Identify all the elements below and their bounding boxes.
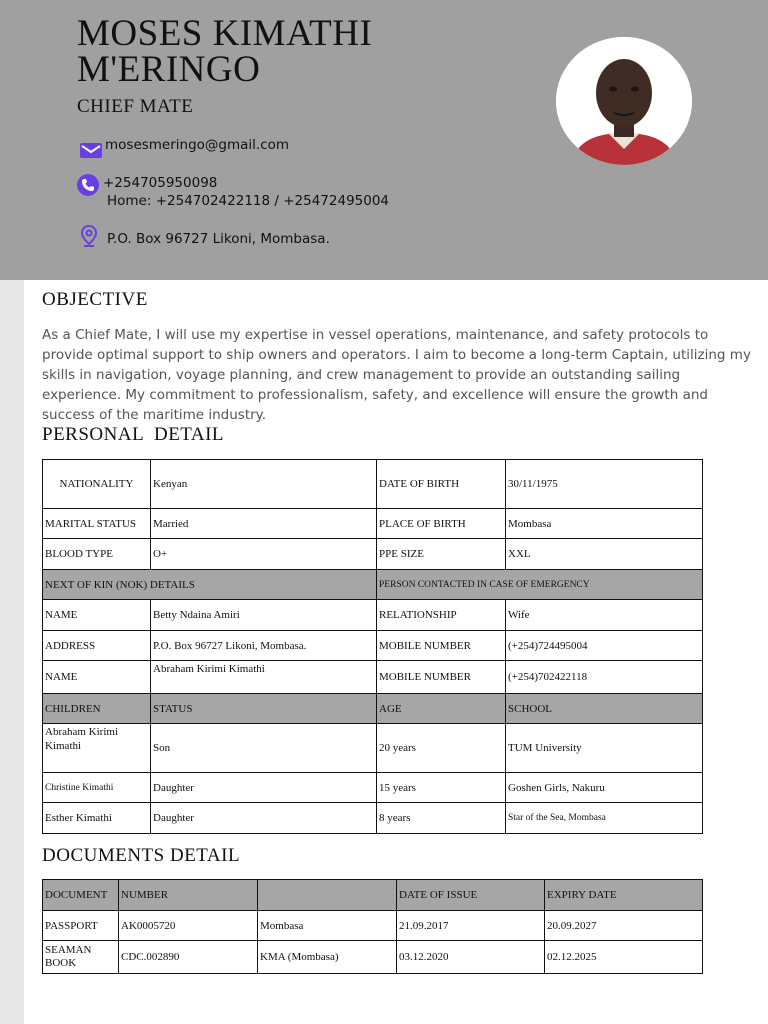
- location-pin-icon: [77, 224, 101, 248]
- value-cell: 8 years: [377, 803, 506, 834]
- email-icon: [79, 138, 103, 162]
- table-row: [43, 911, 703, 941]
- label-cell: RELATIONSHIP: [377, 600, 506, 631]
- phone-primary[interactable]: +254705950098: [103, 175, 218, 191]
- table-row: [43, 724, 703, 773]
- candidate-role: CHIEF MATE: [77, 96, 194, 117]
- table-row-section: [43, 694, 703, 724]
- next-of-kin-heading: NEXT OF KIN (NOK) DETAILS: [43, 570, 377, 600]
- table-row: [43, 631, 703, 661]
- child-name-cell: Abraham Kirimi Kimathi: [43, 724, 151, 773]
- number-column-header: NUMBER: [119, 880, 258, 911]
- table-row: [43, 661, 703, 694]
- value-cell: Wife: [506, 600, 703, 631]
- phone-home[interactable]: Home: +254702422118 / +25472495004: [107, 193, 390, 209]
- value-cell: (+254)702422118: [506, 661, 703, 694]
- value-cell: TUM University: [506, 724, 703, 773]
- table-row: [43, 773, 703, 803]
- expiry-date-cell: 02.12.2025: [545, 941, 703, 974]
- label-cell: NAME: [43, 600, 151, 631]
- email-link[interactable]: mosesmeringo@gmail.com: [105, 137, 290, 153]
- label-cell: PLACE OF BIRTH: [377, 509, 506, 539]
- document-column-header: DOCUMENT: [43, 880, 119, 911]
- value-cell: Betty Ndaina Amiri: [151, 600, 377, 631]
- label-cell: MOBILE NUMBER: [377, 631, 506, 661]
- expiry-date-cell: 20.09.2027: [545, 911, 703, 941]
- document-number-cell: CDC.002890: [119, 941, 258, 974]
- value-cell: O+: [151, 539, 377, 570]
- table-row: [43, 941, 703, 974]
- candidate-name: MOSES KIMATHI M'ERINGO: [77, 13, 373, 90]
- value-cell: Kenyan: [151, 460, 377, 509]
- table-header-row: [43, 880, 703, 911]
- issuer-column-header: [258, 880, 397, 911]
- documents-table: [42, 879, 703, 974]
- expiry-date-column-header: EXPIRY DATE: [545, 880, 703, 911]
- issue-date-cell: 21.09.2017: [397, 911, 545, 941]
- table-row: [43, 460, 703, 509]
- label-cell: NAME: [43, 661, 151, 694]
- label-cell: BLOOD TYPE: [43, 539, 151, 570]
- phone-icon: [76, 173, 100, 197]
- value-cell: (+254)724495004: [506, 631, 703, 661]
- document-number-cell: AK0005720: [119, 911, 258, 941]
- emergency-contact-heading: PERSON CONTACTED IN CASE OF EMERGENCY: [377, 570, 703, 600]
- child-name-cell: Esther Kimathi: [43, 803, 151, 834]
- document-type-cell: SEAMAN BOOK: [43, 941, 119, 974]
- document-type-cell: PASSPORT: [43, 911, 119, 941]
- label-cell: ADDRESS: [43, 631, 151, 661]
- left-margin-strip: [0, 280, 24, 1024]
- value-cell: Mombasa: [506, 509, 703, 539]
- value-cell: 15 years: [377, 773, 506, 803]
- value-cell: Married: [151, 509, 377, 539]
- table-row: [43, 539, 703, 570]
- children-column-header: CHILDREN: [43, 694, 151, 724]
- value-cell: Goshen Girls, Nakuru: [506, 773, 703, 803]
- school-column-header: SCHOOL: [506, 694, 703, 724]
- objective-text: As a Chief Mate, I will use my expertise in vessel operations, maintenance, and safety protocols to provide optimal support to ship owners and operators. I aim to become a long-term Captain, utilizing my skills in navigation, voyage planning, and crew management to provide an outstanding sailing experience. My commitment to professionalism, safety, and excellence will ensure the growth and success of the maritime industry.: [42, 327, 751, 423]
- objective-heading: OBJECTIVE: [42, 289, 148, 310]
- label-cell: DATE OF BIRTH: [377, 460, 506, 509]
- profile-photo: [556, 37, 692, 165]
- date-of-issue-column-header: DATE OF ISSUE: [397, 880, 545, 911]
- label-cell: MOBILE NUMBER: [377, 661, 506, 694]
- table-row: [43, 600, 703, 631]
- child-name-cell: Christine Kimathi: [43, 773, 151, 803]
- value-cell: Daughter: [151, 803, 377, 834]
- label-cell: PPE SIZE: [377, 539, 506, 570]
- age-column-header: AGE: [377, 694, 506, 724]
- value-cell: XXL: [506, 539, 703, 570]
- personal-detail-table: [42, 459, 703, 834]
- label-cell: MARITAL STATUS: [43, 509, 151, 539]
- value-cell: 30/11/1975: [506, 460, 703, 509]
- table-row: [43, 803, 703, 834]
- label-cell: NATIONALITY: [43, 460, 151, 509]
- status-column-header: STATUS: [151, 694, 377, 724]
- profile-photo-image: [556, 37, 692, 165]
- issuer-cell: KMA (Mombasa): [258, 941, 397, 974]
- value-cell: 20 years: [377, 724, 506, 773]
- postal-address: P.O. Box 96727 Likoni, Mombasa.: [107, 231, 330, 247]
- value-cell: P.O. Box 96727 Likoni, Mombasa.: [151, 631, 377, 661]
- personal-detail-heading: PERSONAL DETAIL: [42, 424, 225, 445]
- value-cell: Son: [151, 724, 377, 773]
- value-cell: Abraham Kirimi Kimathi: [151, 661, 377, 694]
- issuer-cell: Mombasa: [258, 911, 397, 941]
- value-cell: Daughter: [151, 773, 377, 803]
- documents-detail-heading: DOCUMENTS DETAIL: [42, 845, 241, 866]
- table-row: [43, 509, 703, 539]
- table-row-section: [43, 570, 703, 600]
- value-cell: Star of the Sea, Mombasa: [506, 803, 703, 834]
- issue-date-cell: 03.12.2020: [397, 941, 545, 974]
